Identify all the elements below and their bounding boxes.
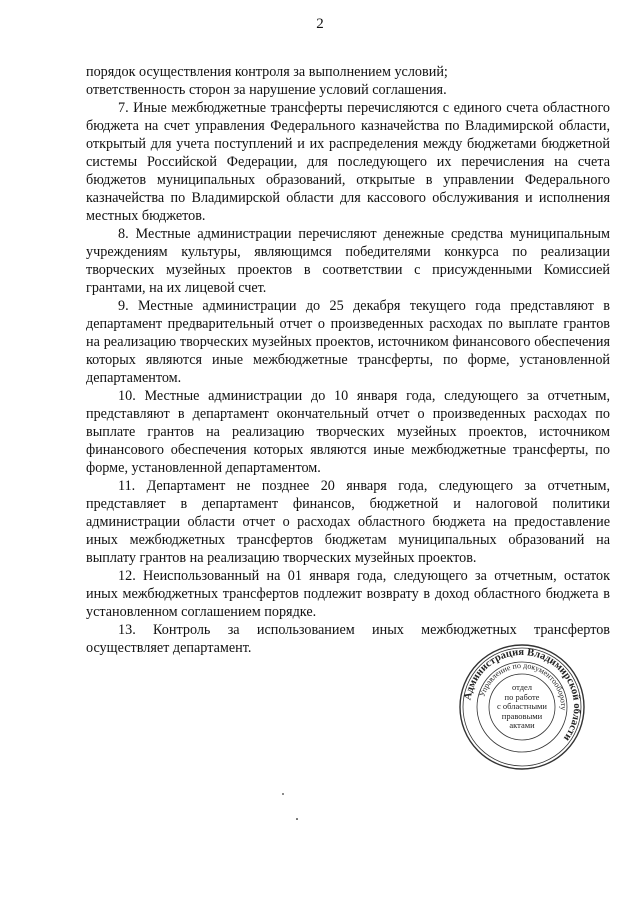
paragraph-10: 10. Местные администрации до 10 января года, следующего за отчетным, представляют в департамент окончательный отчет о произведенных расходах по выплате грантов на реализацию творческих музейных проектов, источником финансового обеспечения которых являются иные межбюджетные трансферты, по форме, установленной департаментом.: [86, 388, 610, 476]
scan-speck: [296, 818, 298, 820]
paragraph-8: 8. Местные администрации перечисляют денежные средства муниципальным учреждениям культуры, являющимся победителями конкурса по реализации творческих музейных проектов в соответствии с присужденными Комиссией грантами, на их лицевой счет.: [86, 226, 610, 296]
stamp-center-line: актами: [509, 720, 535, 731]
stamp-center: [457, 642, 587, 772]
stamp-center-line: правовыми: [501, 710, 543, 721]
stamp-center-line: с областными: [497, 701, 547, 712]
paragraph-11: 11. Департамент не позднее 20 января года, следующего за отчетным, представляет в департамент финансов, бюджетной и налоговой политики администрации области отчет о расходах областного бюджета на предоставление иных межбюджетных трансфертов бюджетам муниципальных образований на выплату грантов на реализацию творческих музейных проектов.: [86, 478, 610, 566]
paragraph-13: 13. Контроль за использованием иных межбюджетных трансфертов осуществляет департамент.: [86, 622, 610, 656]
stamp-center-line: отдел: [511, 682, 533, 693]
paragraph-9: 9. Местные администрации до 25 декабря текущего года представляют в департамент предварительный отчет о произведенных расходах по выплате грантов на реализацию творческих музейных проектов, источником финансового обеспечения которых являются иные межбюджетные трансферты, по форме, установленной департаментом.: [86, 298, 610, 386]
stamp-inner-text: Управление по документообороту: [477, 660, 569, 711]
paragraph-responsibility: ответственность сторон за нарушение условий соглашения.: [86, 82, 447, 98]
stamp-outer-text: Администрация Владимирской области: [462, 646, 583, 743]
stamp-center-line: по работе: [504, 691, 540, 702]
paragraph-7: 7. Иные межбюджетные трансферты перечисляются с единого счета областного бюджета на счет управления Федерального казначейства по Владимирской области, открытый для учета поступлений и их распределения между бюджетами бюджетной системы Российской Федерации, для последующего их перечисления на счета бюджетов муниципальных образований, открытые в управлении Федерального казначейства по Владимирской области для кассового обслуживания и исполнения местных бюджетов.: [86, 100, 610, 224]
document-body: [86, 63, 610, 657]
paragraph-12: 12. Неиспользованный на 01 января года, следующего за отчетным, остаток иных межбюджетных трансфертов подлежит возврату в доход областного бюджета в установленном соглашением порядке.: [86, 568, 610, 620]
official-stamp: [457, 642, 587, 772]
page-number: 2: [316, 16, 324, 32]
scan-speck: [282, 793, 284, 795]
paragraph-control-order: порядок осуществления контроля за выполнением условий;: [86, 64, 448, 80]
